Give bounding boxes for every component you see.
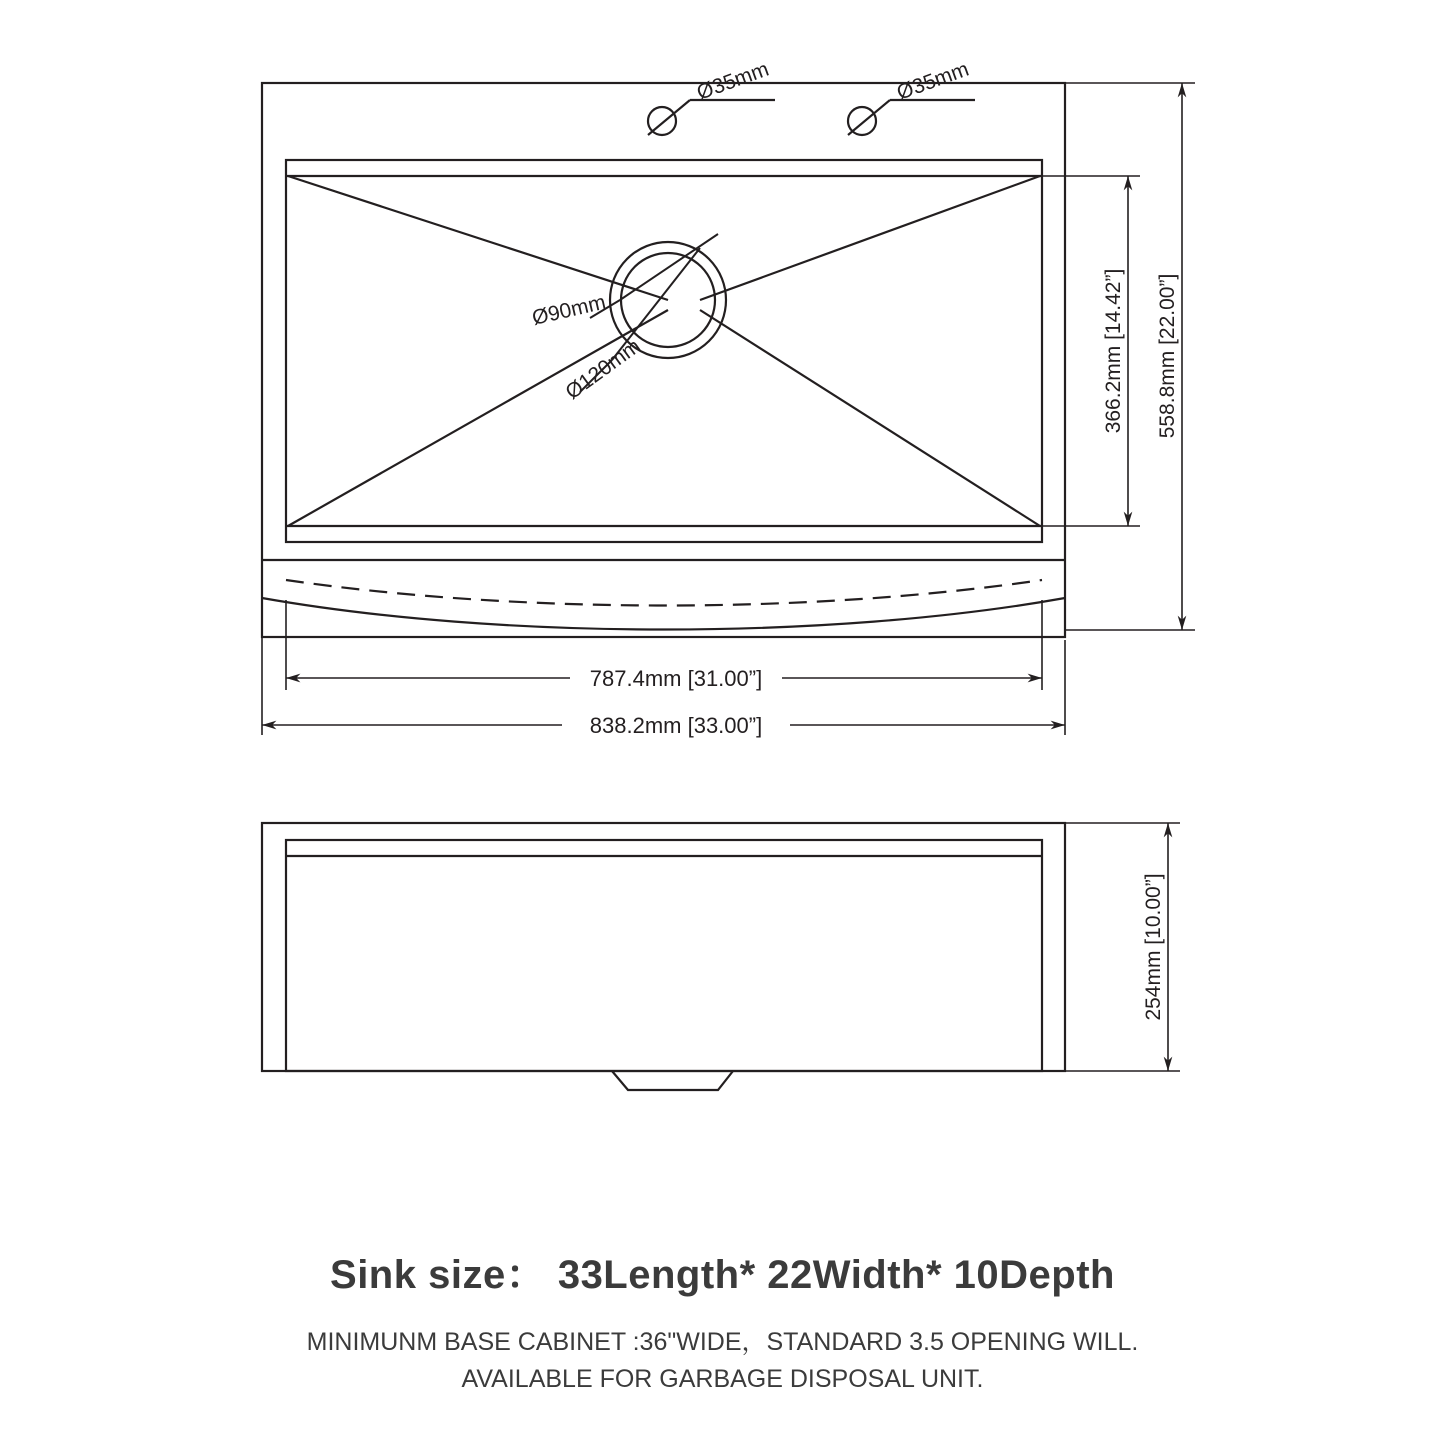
front-view-drain-boss: [612, 1071, 733, 1090]
label-inner-width: 787.4mm [31.00”]: [589, 666, 763, 691]
label-hole-left: Ø35mm: [693, 57, 772, 105]
sink-size-title: Sink size： 33Length* 22Width* 10Depth: [330, 1253, 1115, 1297]
dim-inner-height: [1042, 176, 1140, 526]
label-hole-right: Ø35mm: [893, 57, 972, 105]
top-view-group: [262, 83, 1065, 637]
front-view-outer: [262, 823, 1065, 1071]
front-view-body: [286, 840, 1042, 1071]
label-outer-width: 838.2mm [33.00”]: [589, 713, 763, 738]
basin-diagonal-1: [288, 176, 668, 300]
apron-curve-solid: [262, 598, 1065, 630]
top-view-outer-rim: [262, 83, 1065, 637]
faucet-hole-left-leader: [648, 100, 690, 135]
basin-diagonal-4: [700, 310, 1040, 526]
label-drain-inner: Ø90mm: [529, 290, 608, 330]
basin-diagonal-3: [288, 310, 668, 526]
front-view-group: [262, 823, 1065, 1090]
label-depth: 254mm [10.00”]: [1142, 873, 1165, 1021]
basin-diagonal-2: [700, 176, 1040, 300]
label-outer-height: 558.8mm [22.00”]: [1156, 273, 1179, 439]
label-drain-outer: Ø120mm: [561, 334, 645, 405]
cabinet-note-line-2: AVAILABLE FOR GARBAGE DISPOSAL UNIT.: [461, 1365, 984, 1393]
cabinet-note-line-1: MINIMUNM BASE CABINET :36"WIDE，STANDARD 3.5 OPENING WILL.: [306, 1328, 1139, 1356]
faucet-hole-right-leader: [848, 100, 890, 135]
faucet-holes-group: [648, 100, 975, 135]
label-inner-height: 366.2mm [14.42”]: [1102, 268, 1125, 434]
apron-curve-dashed: [286, 580, 1042, 606]
